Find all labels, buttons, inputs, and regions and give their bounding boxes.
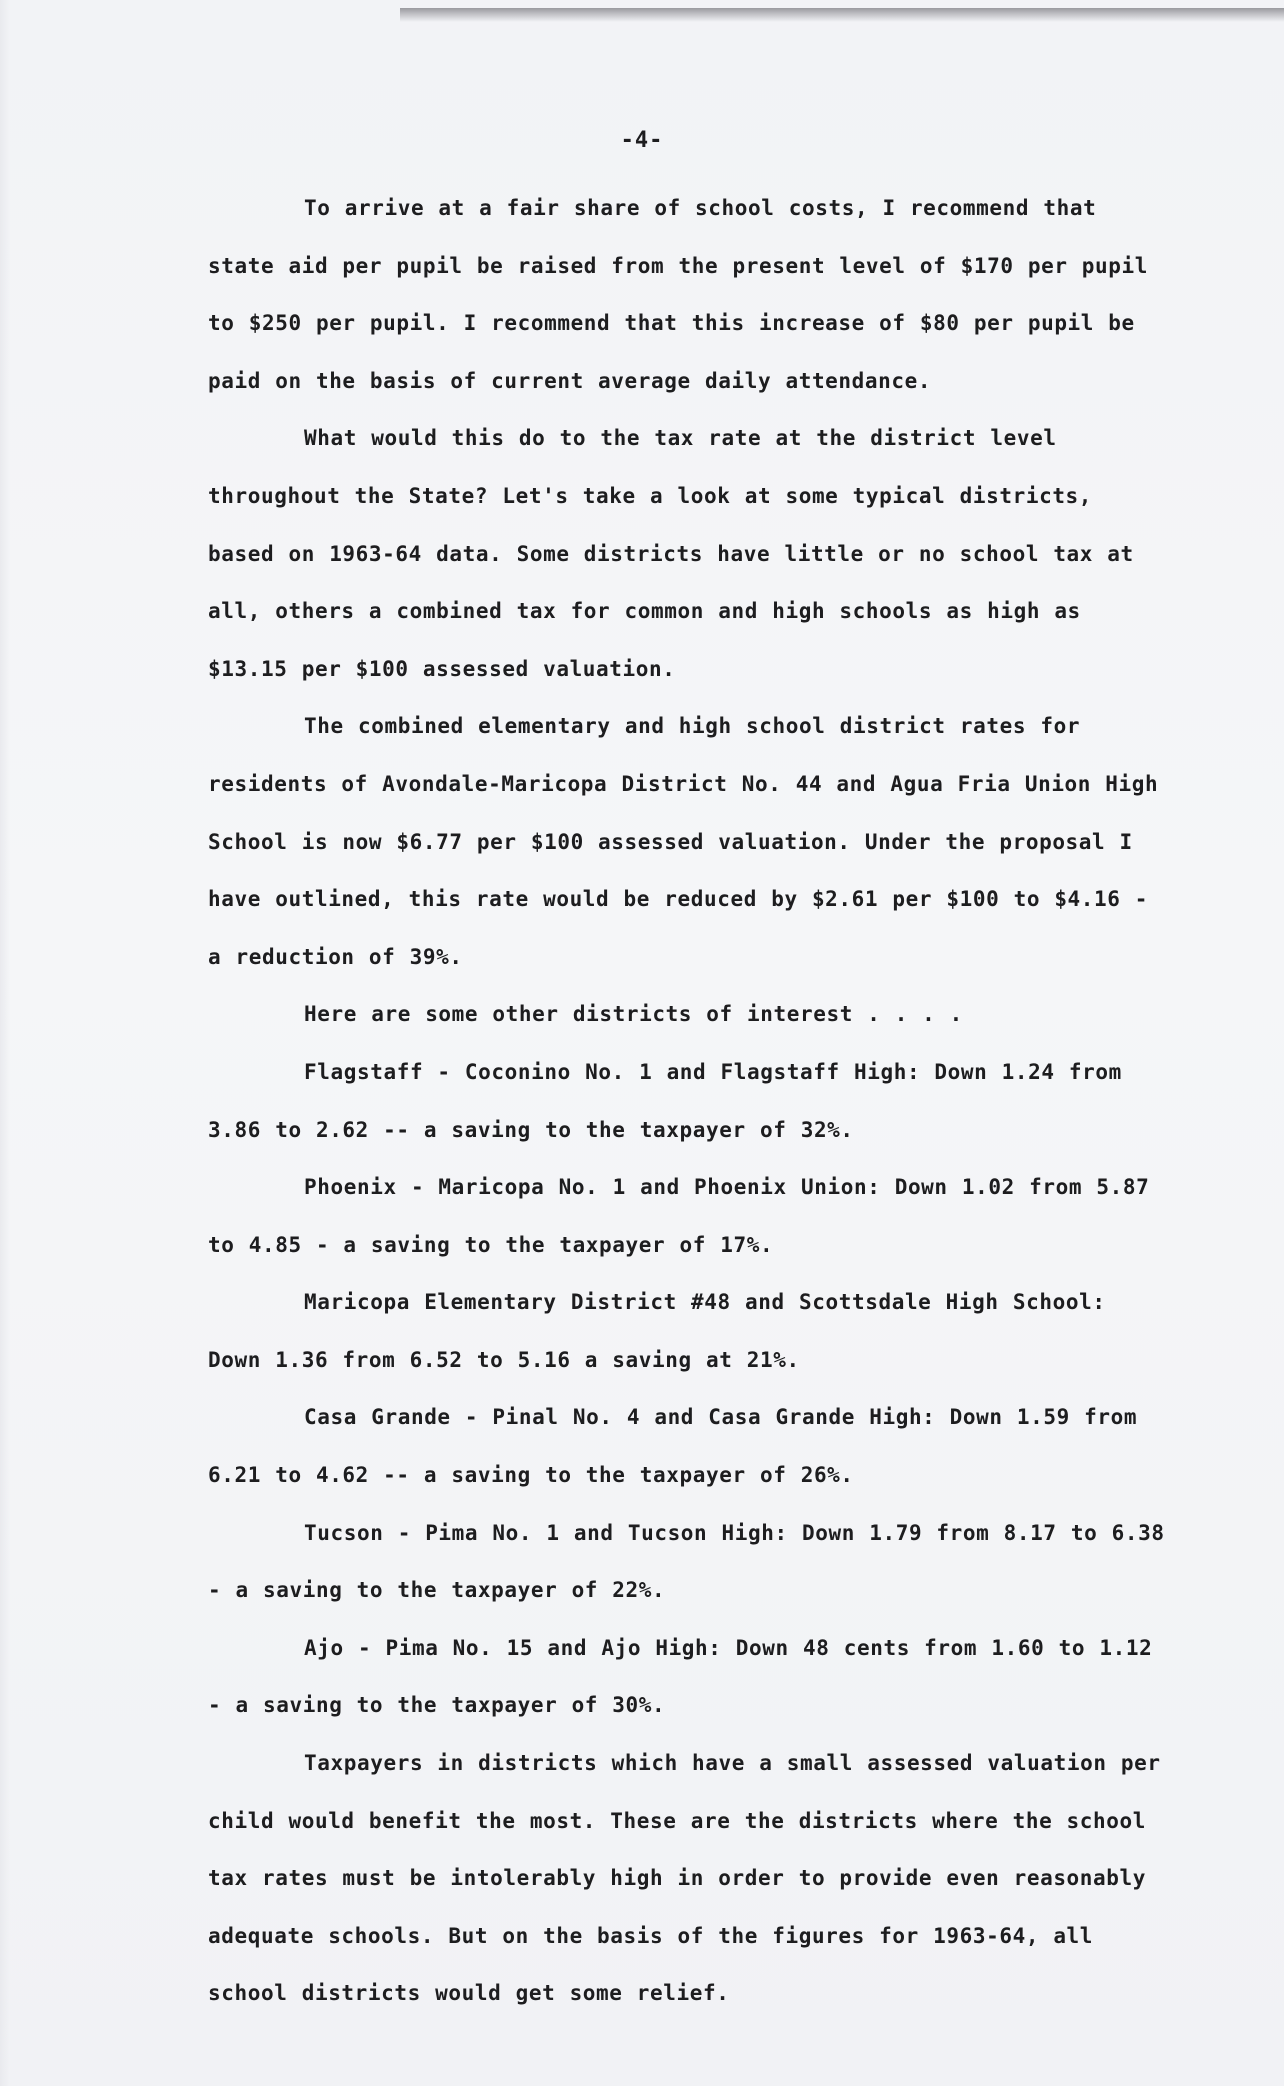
paragraph-phoenix: Phoenix - Maricopa No. 1 and Phoenix Union: Down 1.02 from 5.87 to 4.85 - a saving to the taxpayer of 17%.: [208, 1175, 1150, 1257]
paragraph-tucson: Tucson - Pima No. 1 and Tucson High: Down 1.79 from 8.17 to 6.38 - a saving to the taxpayer of 22%.: [208, 1520, 1165, 1603]
page-number: -4-: [620, 128, 664, 153]
paragraph-avondale-example: The combined elementary and high school district rates for residents of Avondale-Maricopa District No. 44 and Agua Fria Union High School is now $6.77 per $100 assessed valuation. Under the proposal I have outlined, this rate would be reduced by $2.61 per $100 to $4.16 - a reduction of 39%.: [208, 714, 1159, 969]
paragraph-state-aid-recommendation: To arrive at a fair share of school costs, I recommend that state aid per pupil be raised from the present level of $170 per pupil to $250 per pupil. I recommend that this increase of $80 per pupil be paid on the basis of current average daily attendance.: [208, 196, 1149, 393]
document-body: [208, 180, 1168, 2023]
scanned-page-top-edge: [400, 8, 1284, 22]
paragraph-other-districts-intro: Here are some other districts of interest . . . .: [304, 1002, 963, 1027]
paragraph-taxpayer-benefit: Taxpayers in districts which have a small assessed valuation per child would benefit the most. These are the districts where the school tax rates must be intolerably high in order to provide even reasonably adequate schools. But on the basis of the figures for 1963-64, all school districts would get some relief.: [208, 1751, 1161, 2006]
scanned-page-left-shadow: [0, 0, 10, 2086]
paragraph-tax-rate-question: What would this do to the tax rate at the district level throughout the State? Let's take a look at some typical districts, based on 1963-64 data. Some districts have little or no school tax at all, others a combined tax for common and high schools as high as $13.15 per $100 assessed valuation.: [208, 426, 1134, 681]
paragraph-ajo: Ajo - Pima No. 15 and Ajo High: Down 48 cents from 1.60 to 1.12 - a saving to the taxpayer of 30%.: [208, 1635, 1153, 1718]
paragraph-casa-grande: Casa Grande - Pinal No. 4 and Casa Grande High: Down 1.59 from 6.21 to 4.62 -- a saving to the taxpayer of 26%.: [208, 1405, 1138, 1488]
paragraph-maricopa-scottsdale: Maricopa Elementary District #48 and Scottsdale High School: Down 1.36 from 6.52 to 5.16 a saving at 21%.: [208, 1290, 1106, 1372]
paragraph-flagstaff: Flagstaff - Coconino No. 1 and Flagstaff High: Down 1.24 from 3.86 to 2.62 -- a saving to the taxpayer of 32%.: [208, 1059, 1122, 1142]
